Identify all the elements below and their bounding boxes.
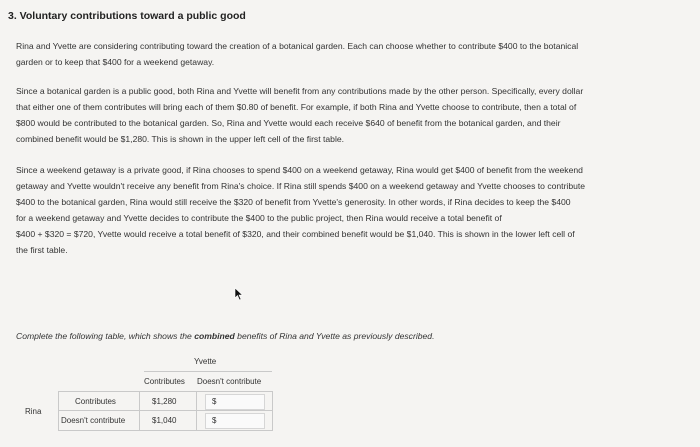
paragraph-line: $800 would be contributed to the botanical garden. So, Rina and Yvette would each receive $640 of benefit from the botanical garden, and their [16, 118, 561, 128]
column-header-contributes: Contributes [144, 377, 185, 386]
paragraph-line: garden or to keep that $400 for a weekend getaway. [16, 57, 215, 67]
cell-rina-keeps-yvette-contributes: $1,040 [152, 416, 177, 425]
paragraph-line: that either one of them contributes will bring each of them $0.80 of benefit. For example, if both Rina and Yvette choose to contribute, then a total of [16, 102, 577, 112]
paragraph-line: for a weekend getaway and Yvette decides to contribute the $400 to the public project, then Rina would receive a total benefit of [16, 213, 502, 223]
table-border [139, 391, 140, 431]
row-player-label: Rina [25, 407, 42, 416]
table-border [58, 391, 272, 392]
paragraph-line: Rina and Yvette are considering contributing toward the creation of a botanical garden. Each can choose whether to contribute $400 to the botanical [16, 41, 579, 51]
mouse-cursor-icon [234, 287, 244, 301]
instruction-text: benefits of Rina and Yvette as previously described. [234, 331, 435, 341]
table-border [58, 391, 59, 431]
cell-both-contribute: $1,280 [152, 397, 177, 406]
paragraph-intro [16, 38, 692, 70]
instruction-text: Complete the following table, which shows the [16, 331, 195, 341]
paragraph-line: $400 + $320 = $720, Yvette would receive a total benefit of $320, and their combined benefit would be $1,040. This is shown in the lower left cell of [16, 229, 575, 239]
question-title: 3. Voluntary contributions toward a public good [8, 10, 246, 22]
paragraph-public-good [16, 83, 692, 147]
table-border [196, 391, 197, 431]
paragraph-line: getaway and Yvette wouldn't receive any benefit from Rina's choice. If Rina still spends $400 on a weekend getaway and Yvette chooses to contribute [16, 181, 586, 191]
row-header-contributes: Contributes [75, 397, 116, 406]
header-divider [144, 371, 272, 372]
instruction-emphasis: combined [194, 331, 235, 341]
paragraph-line: the first table. [16, 245, 68, 255]
table-border [58, 430, 272, 431]
paragraph-private-good [16, 162, 692, 258]
paragraph-line: combined benefit would be $1,280. This is shown in the upper left cell of the first table. [16, 134, 345, 144]
paragraph-line: Since a botanical garden is a public good, both Rina and Yvette will benefit from any contributions made by the other person. Specifically, every dollar [16, 86, 584, 96]
row-header-doesnt-contribute: Doesn't contribute [61, 416, 126, 425]
currency-prefix: $ [212, 397, 217, 406]
table-border [58, 410, 272, 411]
currency-prefix: $ [212, 416, 217, 425]
paragraph-line: $400 to the botanical garden, Rina would still receive the $320 of benefit from Yvette's generosity. In other words, if Rina decides to keep the $400 [16, 197, 571, 207]
table-border [272, 391, 273, 431]
table-instruction [16, 331, 434, 341]
column-player-label: Yvette [194, 357, 217, 366]
column-header-doesnt-contribute: Doesn't contribute [197, 377, 262, 386]
paragraph-line: Since a weekend getaway is a private good, if Rina chooses to spend $400 on a weekend getaway, Rina would get $400 of benefit from the weekend [16, 165, 583, 175]
